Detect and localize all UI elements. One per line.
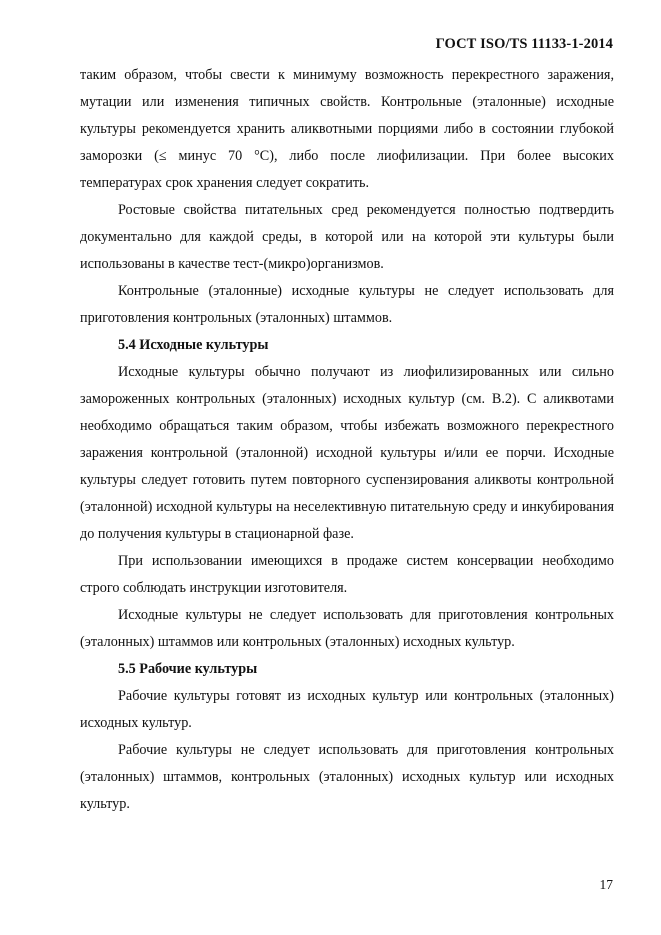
paragraph-growth-properties: Ростовые свойства питательных сред рекомендуется полностью подтвердить документально для каждой среды, в которой или на которой эти культуры были использованы в качестве тест-(микро)организмов. [80, 202, 614, 272]
paragraph-working-usage: Рабочие культуры не следует использовать для приготовления контрольных (эталонных) штаммов, контрольных (эталонных) исходных культур или исходных культур. [80, 742, 614, 812]
paragraph-stock-usage: Исходные культуры не следует использовать для приготовления контрольных (эталонных) штаммов или контрольных (эталонных) исходных культур. [80, 607, 614, 650]
section-heading-5-5: 5.5 Рабочие культуры [118, 661, 258, 677]
document-body [80, 62, 614, 818]
section-heading-5-4: 5.4 Исходные культуры [118, 337, 269, 353]
paragraph-continued: таким образом, чтобы свести к минимуму возможность перекрестного заражения, мутации или изменения типичных свойств. Контрольные (эталонные) исходные культуры рекомендуется хранить аликвотными порциями либо в состоянии глубокой заморозки (≤ минус 70 °С), либо после лиофилизации. При более высоких температурах срок хранения следует сократить. [80, 67, 614, 191]
paragraph-reference-stock-usage: Контрольные (эталонные) исходные культуры не следует использовать для приготовления контрольных (эталонных) штаммов. [80, 283, 614, 326]
page-number: 17 [599, 877, 613, 892]
paragraph-working-cultures: Рабочие культуры готовят из исходных культур или контрольных (эталонных) исходных культур. [80, 688, 614, 731]
document-code-header: ГОСТ ISO/TS 11133-1-2014 [435, 36, 613, 52]
paragraph-stock-cultures: Исходные культуры обычно получают из лиофилизированных или сильно замороженных контрольных (эталонных) исходных культур (см. В.2). С аликвотами необходимо обращаться таким образом, чтобы избежать возможного перекрестного заражения контрольной (эталонной) исходной культуры и/или ее порчи. Исходные культуры следует готовить путем повторного суспензирования аликвоты контрольной (эталонной) исходной культуры на неселективную питательную среду и инкубирования до получения культуры в стационарной фазе. [80, 364, 614, 542]
paragraph-commercial-systems: При использовании имеющихся в продаже систем консервации необходимо строго соблюдать инструкции изготовителя. [80, 553, 614, 596]
